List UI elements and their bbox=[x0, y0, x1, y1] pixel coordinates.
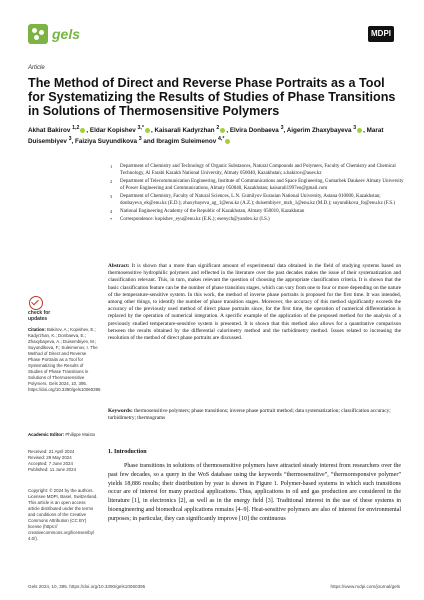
journal-logo-icon bbox=[28, 24, 48, 44]
journal-name: gels bbox=[52, 26, 81, 42]
abstract: Abstract: It is shown that a more than significant amount of experimental data obtained in the field of studying systems based on thermosensitive hydrophilic polymers and reflected in the literature over the past decades makes the issue of their systematization and classification relevant. This, in turn, makes relevant the question of choosing the appropriate classification criteria. It is shown that the basic classification feature can be the number of phase transition stages, which can vary from one to four or more depending on the nature of the temperature-sensitive system. In this work, the method of inverse phase portraits is proposed for the first time. It was intended, among other things, to identify the number of phase transition stages. Moreover, the accuracy of this method significantly exceeds the accuracy of the previously used method of direct phase portraits since, for the first time, the operation of numerical differentiation is replaced by the operation of numerical integration. A specific example of the application of the proposed method for the analysis of a previously studied temperature-sensitive system is presented. It is shown that this method also allows for a quantitative comparison between the results obtained by the differential calorimetry method and the turbidimetry method. Issues related to increasing the resolution of the method of direct phase portraits are discussed. bbox=[108, 263, 401, 342]
keywords: Keywords: thermosensitive polymers; phase transitions; inverse phase portrait method; data systematization; classification accuracy; turbidimetry; thermograms bbox=[108, 408, 391, 422]
check-updates-icon bbox=[29, 296, 43, 310]
author[interactable]: Eldar Kopishev $^{3,*}$ bbox=[89, 125, 144, 135]
orcid-icon[interactable] bbox=[225, 139, 230, 144]
section-heading: 1. Introduction bbox=[108, 449, 147, 455]
author[interactable]: Ibragim Suleimenov $^{4,*}$ bbox=[156, 136, 225, 146]
author[interactable]: Elvira Donbaeva $^3$ bbox=[229, 125, 284, 135]
author[interactable]: Aigerim Zhaxybayeva $^3$ bbox=[286, 125, 357, 135]
orcid-icon[interactable] bbox=[357, 128, 362, 133]
author[interactable]: Marat Duisembiyev $^3$ bbox=[28, 127, 384, 146]
introduction-paragraph: Phase transitions in solutions of thermosensitive polymers have attracted steady interest from researchers over the past few decades, so a query in the WoS database using the keywords “thermosensitive”, “thermoresponsive polymer” yields 18,886 results; their distribution by year is shown in Figure 1. Polymer-based systems in which such transitions occur are of interest for many practical applications. Thus, applications in oil and gas production are considered in the literature [1], in electronics [2], as well as in the energy field [3]. Traditional interest in the use of these systems in bioengineering and biomedical applications remains [4–9]. Heat-sensitive polymers are also of interest for environmental purposes; in particular, they can significantly improve [10] the continuous bbox=[108, 463, 401, 522]
article-type: Article bbox=[28, 65, 45, 71]
orcid-icon[interactable] bbox=[220, 128, 225, 133]
editor-block: Academic Editor: Philippe Maisto bbox=[28, 432, 96, 437]
footer-citation[interactable]: Gels 2024, 10, 395. https://doi.org/10.3390/gels10060395 bbox=[28, 584, 146, 589]
orcid-icon[interactable] bbox=[145, 128, 150, 133]
check-for-updates-button[interactable]: check for updates bbox=[28, 296, 62, 322]
affiliation-item: 1 Department of Chemistry and Technology of Organic Substances, Natural Compounds and Polymers, Faculty of Chemistry and Chemical Technology, Al Farabi Kazakh National University, Almaty 050040, Kazakhstan; a.bakirov@aues.kz bbox=[110, 164, 396, 176]
affiliation-item: 3 Department of Chemistry, Faculty of Natural Sciences, L.N. Gumilyov Eurasian National University, Astana 010000, Kazakhstan; donbayeva_ek@enu.kz (E.D.); zhaxybayeva_ag_1@enu.kz (A.Z.); duisembiyev_mzh_1@enu.kz (M.D.); suyundikova_fo@enu.kz (F.S.) bbox=[110, 194, 396, 206]
author[interactable]: Kaisarali Kadyrzhan $^2$ bbox=[154, 125, 220, 135]
copyright-block: Copyright: © 2024 by the authors. Licensee MDPI, Basel, Switzerland. This article is an open access article distributed under the terms and conditions of the Creative Commons Attribution (CC BY) license (https:// creativecommons.org/licenses/by/ 4.0/). bbox=[28, 488, 98, 541]
author[interactable]: Faiziya Suyundikova $^3$ bbox=[75, 136, 142, 146]
dates-block: Received: 21 April 2024 Revised: 29 May 2024 Accepted: 7 June 2024 Published: 11 June 2024 bbox=[28, 449, 77, 472]
affiliations bbox=[108, 163, 408, 224]
paper-title: The Method of Direct and Reverse Phase Portraits as a Tool for Systematizing the Results of Studies of Phase Transitions in Solutions of Thermosensitive Polymers bbox=[28, 76, 396, 118]
orcid-icon[interactable] bbox=[80, 128, 85, 133]
author[interactable]: Akhat Bakirov $^{1,2}$ bbox=[28, 125, 80, 135]
publisher-logo: MDPI bbox=[368, 26, 394, 42]
correspondence: * Correspondence: kopishev_eyu@enu.kz (E.K.); esenych@yandex.kz (I.S.) bbox=[110, 217, 270, 222]
citation-block: Citation: Bakirov, A.; Kopishev, E.; Kadyrzhan, K.; Donbaeva, E.; Zhaxybayeva, A.; Duisembiyev, M.; Suyundikova, F.; Suleimenov, I. The Method of Direct and Reverse Phase Portraits as a Tool for Systematizing the Results of Studies of Phase Transitions in Solutions of Thermosensitive Polymers. Gels 2024, 10, 395. https://doi.org/10.3390/gels10060395 bbox=[28, 327, 101, 392]
affiliation-item: 4 National Engineering Academy of the Republic of Kazakhstan, Almaty 050010, Kazakhstan bbox=[110, 209, 305, 214]
affiliation-item: 2 Department of Telecommunication Engineering, Institute of Communications and Space Engineering, Gumarbek Daukeev Almaty University of Power Engineering and Communications, Almaty 050040, Kazakhstan; kaisarali1997eo@gmail.com bbox=[110, 179, 404, 191]
footer-link[interactable]: https://www.mdpi.com/journal/gels bbox=[330, 584, 400, 589]
author-list: Akhat Bakirov $^{1,2}$ , Eldar Kopishev $^{3,*}$ , Kaisarali Kadyrzhan $^2$ , Elvira Donbaeva $^3$, Aigerim Zhaxybayeva $^3$ , Marat Duisembiyev $^3$, Faiziya Suyundikova $^3$ and Ibragim Suleimenov $^{4,*}$ bbox=[28, 125, 384, 146]
